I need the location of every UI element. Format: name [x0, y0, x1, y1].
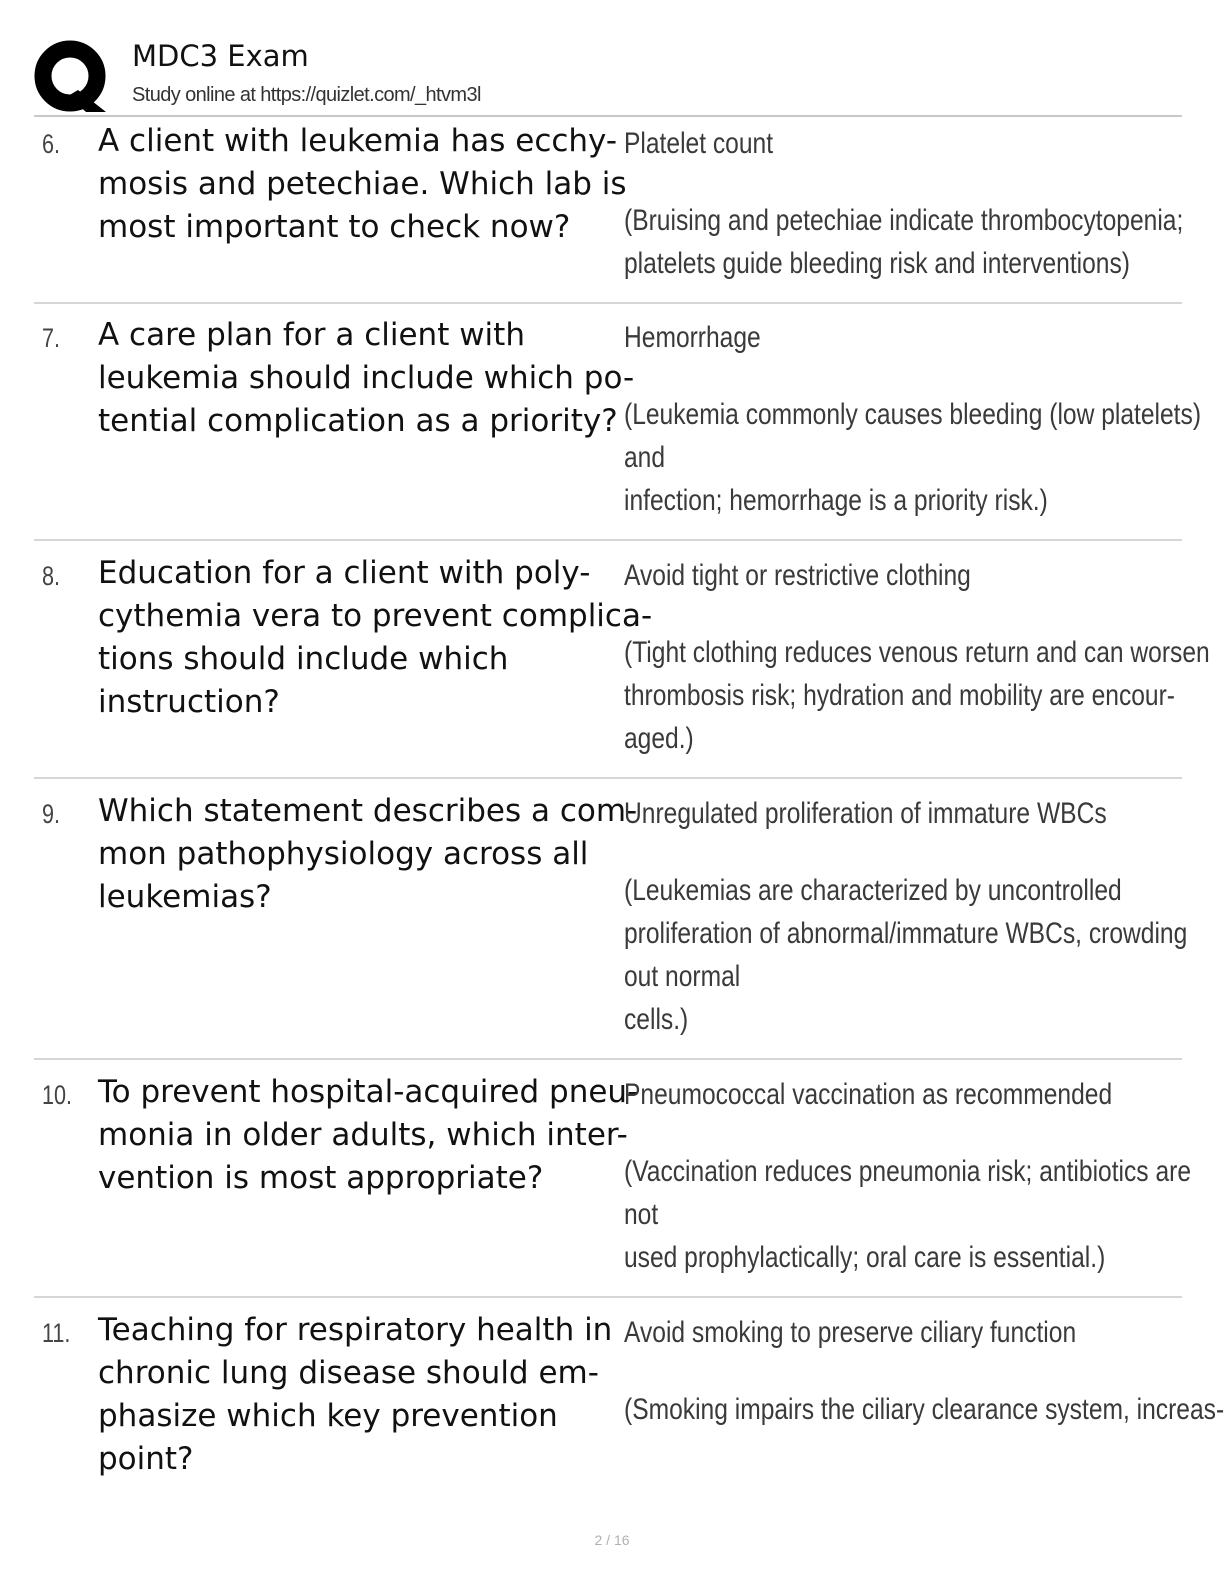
term-line: Teaching for respiratory health in	[98, 1312, 613, 1348]
term-line: A client with leukemia has ecchy-	[98, 123, 618, 159]
rationale-line: (Tight clothing reduces venous return and can worsen	[624, 636, 1210, 669]
page-number: 2 / 16	[594, 1532, 630, 1548]
card-number: 10.	[42, 1080, 73, 1110]
term-line: tions should include which	[98, 641, 509, 677]
rationale-line: (Leukemia commonly causes bleeding (low platelets)	[624, 398, 1202, 431]
term-line: vention is most appropriate?	[98, 1160, 544, 1196]
term-line: To prevent hospital-acquired pneu-	[98, 1074, 639, 1110]
rationale-line: aged.)	[624, 722, 694, 755]
term-line: Education for a client with poly-	[98, 555, 591, 591]
rationale-line: used prophylactically; oral care is essential.)	[624, 1241, 1106, 1274]
card-number: 8.	[42, 561, 61, 591]
card-term	[98, 1071, 639, 1200]
card-divider	[34, 1296, 1182, 1298]
flashcard-row	[34, 552, 1210, 779]
card-number: 11.	[42, 1318, 71, 1348]
card-number: 7.	[42, 323, 61, 353]
term-line: leukemia should include which po-	[98, 360, 635, 396]
term-line: leukemias?	[98, 879, 272, 915]
quizlet-logo-icon	[34, 38, 110, 114]
card-divider	[34, 777, 1182, 779]
term-line: instruction?	[98, 684, 280, 720]
page-header	[34, 32, 1184, 118]
flashcard-row	[34, 314, 1202, 541]
card-definition	[624, 1311, 1224, 1431]
term-line: point?	[98, 1441, 194, 1477]
answer-text: Unregulated proliferation of immature WBCs	[624, 797, 1107, 830]
card-divider	[34, 1058, 1182, 1060]
rationale-line: proliferation of abnormal/immature WBCs, crowding	[624, 917, 1188, 950]
flashcard-row	[34, 1309, 1224, 1499]
card-term	[98, 552, 653, 724]
term-line: mosis and petechiae. Which lab is	[98, 166, 627, 202]
card-definition	[624, 792, 1188, 1041]
rationale-line: not	[624, 1198, 659, 1231]
card-definition	[624, 1073, 1192, 1279]
card-definition	[624, 554, 1210, 760]
answer-text: Avoid smoking to preserve ciliary function	[624, 1316, 1077, 1349]
card-divider	[34, 302, 1182, 304]
card-definition	[624, 122, 1184, 285]
answer-text: Pneumococcal vaccination as recommended	[624, 1078, 1113, 1111]
card-number: 6.	[42, 129, 61, 159]
card-divider	[34, 539, 1182, 541]
rationale-line: infection; hemorrhage is a priority risk.)	[624, 484, 1048, 517]
term-line: A care plan for a client with	[98, 317, 525, 353]
card-term	[98, 1309, 628, 1481]
term-line: most important to check now?	[98, 209, 571, 245]
set-title: MDC3 Exam	[132, 39, 309, 73]
rationale-line: (Smoking impairs the ciliary clearance system, increas-	[624, 1393, 1224, 1426]
rationale-line: (Leukemias are characterized by uncontrolled	[624, 874, 1122, 907]
rationale-line: (Bruising and petechiae indicate thrombocytopenia;	[624, 204, 1184, 237]
flashcard-row	[34, 790, 1188, 1060]
rationale-line: thrombosis risk; hydration and mobility are encour-	[624, 679, 1176, 712]
card-number: 9.	[42, 799, 61, 829]
term-line: chronic lung disease should em-	[98, 1355, 599, 1391]
answer-text: Avoid tight or restrictive clothing	[624, 559, 971, 592]
term-line: Which statement describes a com-	[98, 793, 638, 829]
term-line: monia in older adults, which inter-	[98, 1117, 628, 1153]
answer-text: Platelet count	[624, 127, 774, 160]
term-line: mon pathophysiology across all	[98, 836, 589, 872]
rationale-line: cells.)	[624, 1003, 689, 1036]
flashcard-row	[34, 120, 1182, 304]
flashcard-row	[34, 1071, 1192, 1298]
header-divider	[34, 115, 1182, 117]
term-line: cythemia vera to prevent complica-	[98, 598, 653, 634]
rationale-line: platelets guide bleeding risk and interventions)	[624, 247, 1130, 280]
answer-text: Hemorrhage	[624, 321, 761, 354]
card-definition	[624, 316, 1202, 522]
rationale-line: out normal	[624, 960, 741, 993]
card-term	[98, 790, 638, 919]
rationale-line: (Vaccination reduces pneumonia risk; antibiotics are	[624, 1155, 1192, 1188]
term-line: phasize which key prevention	[98, 1398, 558, 1434]
card-term	[98, 120, 628, 249]
term-line: tential complication as a priority?	[98, 403, 618, 439]
rationale-line: and	[624, 441, 666, 474]
study-online-link[interactable]: Study online at https://quizlet.com/_htvm3l	[132, 84, 481, 106]
card-term	[98, 314, 635, 443]
